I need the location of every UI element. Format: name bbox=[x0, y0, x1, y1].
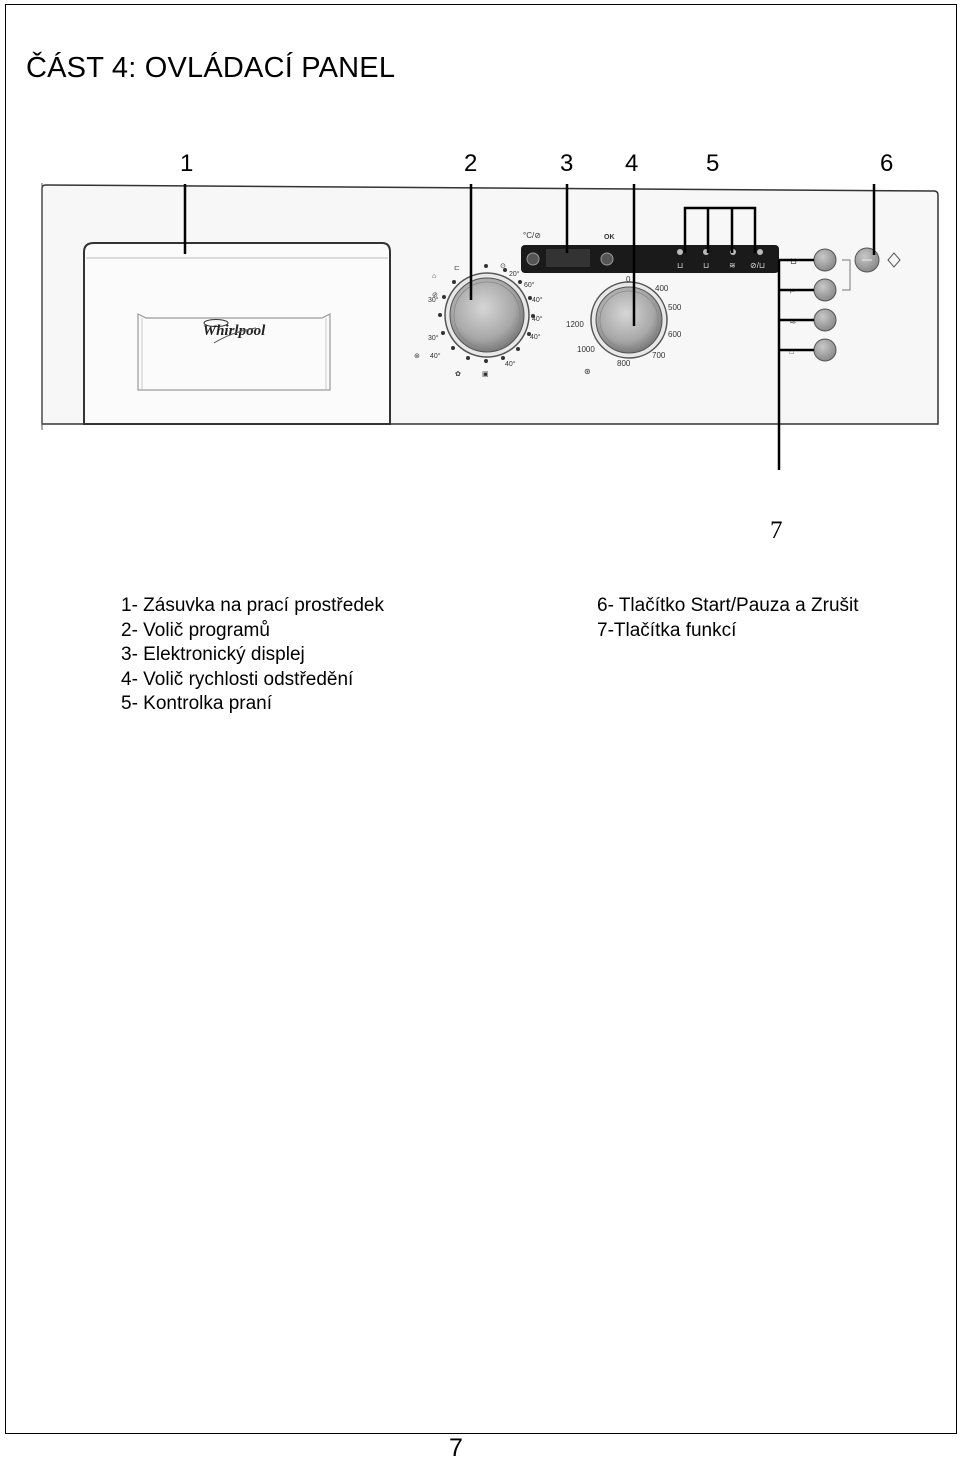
svg-text:40°: 40° bbox=[532, 316, 543, 323]
svg-text:30°: 30° bbox=[428, 335, 439, 342]
callout-label-2: 2 bbox=[464, 150, 478, 177]
spin-speed-knob[interactable] bbox=[591, 282, 667, 358]
svg-text:▣: ▣ bbox=[482, 371, 489, 378]
svg-text:40°: 40° bbox=[530, 334, 541, 341]
ok-label: OK bbox=[604, 234, 615, 241]
svg-text:40°: 40° bbox=[430, 353, 441, 360]
svg-text:⌐: ⌐ bbox=[790, 286, 796, 296]
svg-text:⊔: ⊔ bbox=[703, 261, 710, 270]
legend-left bbox=[121, 594, 384, 717]
brand-text: Whirlpool bbox=[202, 323, 266, 339]
temp-label: °C/⊘ bbox=[523, 231, 541, 240]
callout-label-7: 7 bbox=[770, 517, 783, 544]
svg-text:⊏: ⊏ bbox=[454, 265, 460, 272]
spin-speed-label: 400 bbox=[655, 284, 669, 293]
page-number: 7 bbox=[449, 1434, 463, 1462]
control-panel-illustration bbox=[0, 0, 960, 540]
svg-text:✿: ✿ bbox=[455, 371, 461, 378]
legend-right bbox=[597, 594, 859, 643]
svg-text:⊔: ⊔ bbox=[677, 261, 684, 270]
legend-item-7: 7-Tlačítka funkcí bbox=[597, 619, 737, 641]
wash-indicator-light-4 bbox=[757, 249, 763, 255]
svg-text:⊘/⊔: ⊘/⊔ bbox=[750, 261, 766, 270]
svg-text:⊛: ⊛ bbox=[414, 353, 420, 360]
svg-text:⌂: ⌂ bbox=[432, 273, 437, 280]
temp-button[interactable] bbox=[527, 253, 539, 265]
function-button-1[interactable] bbox=[814, 249, 836, 271]
callout-label-4: 4 bbox=[625, 150, 639, 177]
electronic-display-strip bbox=[521, 245, 779, 273]
callout-label-1: 1 bbox=[180, 150, 194, 177]
legend-item-4: 4- Volič rychlosti odstředění bbox=[121, 668, 354, 690]
svg-text:⌂: ⌂ bbox=[789, 346, 795, 356]
page-title: ČÁST 4: OVLÁDACÍ PANEL bbox=[26, 52, 396, 84]
svg-text:⊛: ⊛ bbox=[584, 367, 591, 376]
legend-item-3: 3- Elektronický displej bbox=[121, 644, 305, 666]
svg-text:⊙: ⊙ bbox=[500, 263, 506, 270]
svg-text:≋: ≋ bbox=[789, 316, 797, 326]
spin-speed-label: 1200 bbox=[566, 320, 584, 329]
wash-indicator-light-1 bbox=[677, 249, 683, 255]
svg-text:40°: 40° bbox=[505, 361, 516, 368]
program-temp-label: 20° bbox=[509, 271, 520, 278]
legend-item-2: 2- Volič programů bbox=[121, 619, 270, 641]
callout-label-3: 3 bbox=[560, 150, 574, 177]
svg-text:40°: 40° bbox=[532, 297, 543, 304]
svg-text:⊔: ⊔ bbox=[790, 256, 798, 266]
program-selector-knob[interactable] bbox=[445, 273, 529, 357]
callout-label-5: 5 bbox=[706, 150, 720, 177]
svg-text:≋: ≋ bbox=[729, 261, 736, 270]
legend-item-6: 6- Tlačítko Start/Pauza a Zrušit bbox=[597, 595, 859, 616]
spin-speed-label: 0 bbox=[626, 275, 631, 284]
ok-button[interactable] bbox=[601, 253, 613, 265]
legend-item-1: 1- Zásuvka na prací prostředek bbox=[121, 595, 384, 616]
spin-speed-label: 600 bbox=[668, 330, 682, 339]
spin-speed-label: 800 bbox=[617, 359, 631, 368]
callout-label-6: 6 bbox=[880, 150, 894, 177]
spin-speed-label: 500 bbox=[668, 303, 682, 312]
svg-text:30°: 30° bbox=[428, 297, 439, 304]
spin-speed-label: 1000 bbox=[577, 345, 595, 354]
function-button-2[interactable] bbox=[814, 279, 836, 301]
spin-speed-label: 700 bbox=[652, 351, 666, 360]
svg-text:60°: 60° bbox=[524, 282, 535, 289]
function-button-3[interactable] bbox=[814, 309, 836, 331]
legend-item-5: 5- Kontrolka praní bbox=[121, 693, 273, 715]
function-button-4[interactable] bbox=[814, 339, 836, 361]
svg-text:⊘: ⊘ bbox=[432, 292, 438, 299]
